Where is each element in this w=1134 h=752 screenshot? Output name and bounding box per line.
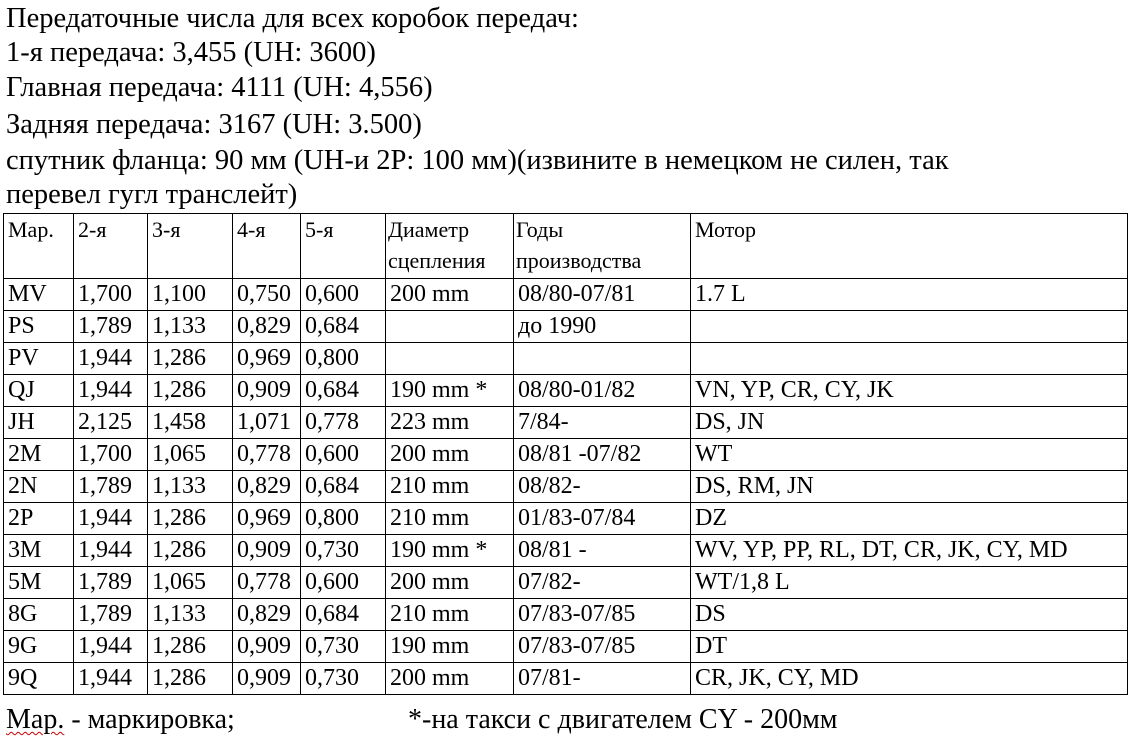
cell-production-years: 07/82-	[514, 567, 691, 599]
cell-production-years: 7/84-	[514, 407, 691, 439]
cell-gear-4: 0,829	[233, 311, 301, 343]
abbr-term: Мар.	[6, 704, 65, 735]
cell-engine: WT	[691, 439, 1128, 471]
header-engine: Мотор	[691, 214, 1128, 279]
cell-production-years: 08/81 -07/82	[514, 439, 691, 471]
cell-gear-3: 1,286	[148, 503, 233, 535]
cell-gear-4: 0,969	[233, 503, 301, 535]
cell-gear-2: 1,789	[74, 311, 148, 343]
cell-gear-4: 0,829	[233, 471, 301, 503]
cell-engine	[691, 343, 1128, 375]
cell-gear-4: 0,909	[233, 631, 301, 663]
header-3rd-gear: 3-я	[148, 214, 233, 279]
cell-engine: 1.7 L	[691, 279, 1128, 311]
cell-gear-5: 0,600	[301, 279, 386, 311]
header-production-years: Годы производства	[514, 214, 691, 279]
cell-code: 9Q	[4, 663, 74, 695]
cell-engine: DZ	[691, 503, 1128, 535]
header-clutch-diameter: Диаметр сцепления	[386, 214, 514, 279]
cell-gear-3: 1,065	[148, 439, 233, 471]
cell-engine: WV, YP, PP, RL, DT, CR, JK, CY, MD	[691, 535, 1128, 567]
cell-gear-4: 0,909	[233, 663, 301, 695]
cell-gear-2: 2,125	[74, 407, 148, 439]
cell-engine: DT	[691, 631, 1128, 663]
cell-gear-4: 0,909	[233, 375, 301, 407]
cell-gear-5: 0,684	[301, 599, 386, 631]
abbr-description: - маркировка;	[64, 704, 235, 735]
header-4th-gear: 4-я	[233, 214, 301, 279]
cell-gear-5: 0,684	[301, 311, 386, 343]
cell-clutch-diameter: 190 mm *	[386, 535, 514, 567]
cell-production-years: 08/80-01/82	[514, 375, 691, 407]
first-gear-line: 1-я передача: 3,455 (UH: 3600)	[6, 37, 376, 68]
cell-clutch-diameter: 210 mm	[386, 471, 514, 503]
cell-code: 2M	[4, 439, 74, 471]
table-row	[4, 375, 1128, 407]
cell-code: MV	[4, 279, 74, 311]
cell-production-years	[514, 343, 691, 375]
header-5th-gear: 5-я	[301, 214, 386, 279]
cell-gear-4: 1,071	[233, 407, 301, 439]
cell-production-years: 08/80-07/81	[514, 279, 691, 311]
cell-gear-2: 1,700	[74, 279, 148, 311]
reverse-gear-line: Задняя передача: 3167 (UH: 3.500)	[6, 109, 422, 140]
cell-engine: VN, YP, CR, CY, JK	[691, 375, 1128, 407]
cell-clutch-diameter	[386, 343, 514, 375]
cell-clutch-diameter: 200 mm	[386, 439, 514, 471]
cell-engine: DS, RM, JN	[691, 471, 1128, 503]
table-row	[4, 567, 1128, 599]
cell-production-years: до 1990	[514, 311, 691, 343]
header-code: Мар.	[4, 214, 74, 279]
cell-production-years: 08/82-	[514, 471, 691, 503]
cell-gear-4: 0,750	[233, 279, 301, 311]
cell-engine	[691, 311, 1128, 343]
cell-gear-3: 1,286	[148, 343, 233, 375]
cell-code: 2P	[4, 503, 74, 535]
cell-clutch-diameter: 190 mm *	[386, 375, 514, 407]
cell-gear-2: 1,944	[74, 375, 148, 407]
cell-code: 2N	[4, 471, 74, 503]
flange-line: спутник фланца: 90 мм (UH-и 2P: 100 мм)(извините в немецком не силен, так	[6, 145, 949, 176]
table-row	[4, 663, 1128, 695]
cell-gear-5: 0,684	[301, 471, 386, 503]
cell-gear-3: 1,286	[148, 663, 233, 695]
cell-clutch-diameter: 210 mm	[386, 503, 514, 535]
table-row	[4, 631, 1128, 663]
table-row	[4, 407, 1128, 439]
final-drive-line: Главная передача: 4111 (UH: 4,556)	[6, 72, 433, 103]
table-row	[4, 471, 1128, 503]
cell-code: PS	[4, 311, 74, 343]
cell-engine: DS, JN	[691, 407, 1128, 439]
cell-clutch-diameter: 210 mm	[386, 599, 514, 631]
cell-gear-2: 1,944	[74, 631, 148, 663]
cell-code: QJ	[4, 375, 74, 407]
cell-code: JH	[4, 407, 74, 439]
cell-clutch-diameter: 200 mm	[386, 663, 514, 695]
cell-gear-3: 1,286	[148, 631, 233, 663]
cell-production-years: 01/83-07/84	[514, 503, 691, 535]
cell-gear-2: 1,944	[74, 343, 148, 375]
cell-gear-2: 1,700	[74, 439, 148, 471]
table-row	[4, 311, 1128, 343]
cell-gear-5: 0,730	[301, 535, 386, 567]
table-row	[4, 279, 1128, 311]
cell-gear-4: 0,909	[233, 535, 301, 567]
cell-gear-3: 1,065	[148, 567, 233, 599]
table-row	[4, 599, 1128, 631]
cell-gear-2: 1,944	[74, 535, 148, 567]
gear-ratio-table	[3, 213, 1128, 695]
cell-gear-2: 1,789	[74, 471, 148, 503]
cell-gear-4: 0,969	[233, 343, 301, 375]
cell-code: PV	[4, 343, 74, 375]
cell-clutch-diameter: 223 mm	[386, 407, 514, 439]
cell-production-years: 07/83-07/85	[514, 599, 691, 631]
cell-gear-5: 0,800	[301, 343, 386, 375]
flange-line-cont: перевел гугл транслейт)	[6, 179, 298, 210]
cell-gear-5: 0,600	[301, 567, 386, 599]
cell-gear-2: 1,789	[74, 599, 148, 631]
table-row	[4, 343, 1128, 375]
cell-production-years: 08/81 -	[514, 535, 691, 567]
cell-gear-2: 1,944	[74, 503, 148, 535]
cell-gear-4: 0,829	[233, 599, 301, 631]
footer-abbreviation	[6, 704, 235, 736]
cell-engine: CR, JK, CY, MD	[691, 663, 1128, 695]
cell-gear-5: 0,778	[301, 407, 386, 439]
cell-code: 9G	[4, 631, 74, 663]
cell-engine: WT/1,8 L	[691, 567, 1128, 599]
cell-gear-3: 1,458	[148, 407, 233, 439]
cell-gear-5: 0,600	[301, 439, 386, 471]
cell-code: 3M	[4, 535, 74, 567]
header-2nd-gear: 2-я	[74, 214, 148, 279]
cell-production-years: 07/83-07/85	[514, 631, 691, 663]
cell-gear-3: 1,100	[148, 279, 233, 311]
cell-clutch-diameter: 190 mm	[386, 631, 514, 663]
footer-taxi-note: *-на такси с двигателем CY - 200мм	[408, 704, 838, 735]
cell-clutch-diameter: 200 mm	[386, 279, 514, 311]
cell-engine: DS	[691, 599, 1128, 631]
cell-gear-2: 1,944	[74, 663, 148, 695]
cell-code: 8G	[4, 599, 74, 631]
cell-gear-5: 0,684	[301, 375, 386, 407]
cell-clutch-diameter	[386, 311, 514, 343]
intro-title: Передаточные числа для всех коробок передач:	[6, 3, 579, 34]
cell-gear-5: 0,800	[301, 503, 386, 535]
table-body	[4, 279, 1128, 695]
cell-code: 5M	[4, 567, 74, 599]
cell-gear-5: 0,730	[301, 663, 386, 695]
cell-production-years: 07/81-	[514, 663, 691, 695]
cell-gear-3: 1,133	[148, 599, 233, 631]
cell-gear-3: 1,286	[148, 375, 233, 407]
cell-clutch-diameter: 200 mm	[386, 567, 514, 599]
cell-gear-3: 1,133	[148, 471, 233, 503]
cell-gear-5: 0,730	[301, 631, 386, 663]
table-row	[4, 439, 1128, 471]
cell-gear-4: 0,778	[233, 567, 301, 599]
cell-gear-3: 1,133	[148, 311, 233, 343]
table-row	[4, 503, 1128, 535]
cell-gear-2: 1,789	[74, 567, 148, 599]
table-row	[4, 535, 1128, 567]
cell-gear-4: 0,778	[233, 439, 301, 471]
table-header-row	[4, 214, 1128, 279]
cell-gear-3: 1,286	[148, 535, 233, 567]
